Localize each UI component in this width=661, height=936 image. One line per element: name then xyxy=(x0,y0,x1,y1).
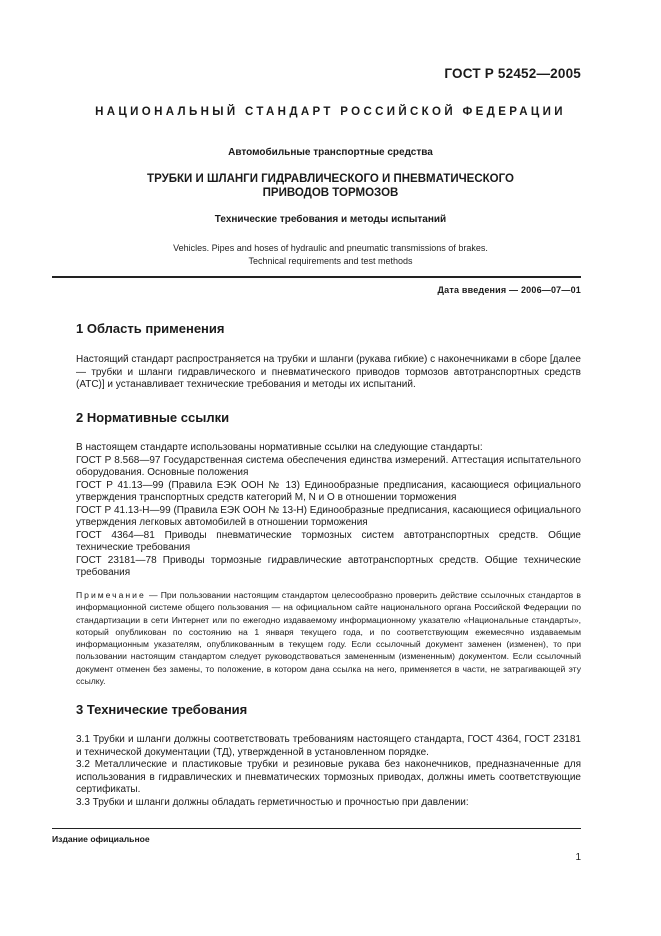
section-2-intro: В настоящем стандарте использованы нормативные ссылки на следующие стандарты: xyxy=(76,442,483,453)
section-3-items xyxy=(76,734,581,809)
gost-code: ГОСТ Р 52452—2005 xyxy=(444,66,581,81)
english-title xyxy=(60,242,601,268)
requirement-item: 3.1 Трубки и шланги должны соответствовать требованиям настоящего стандарта, ГОСТ 4364, ГОСТ 23181 и технической документации (ТД), утвержденной в установленном порядке. xyxy=(76,734,581,758)
main-title-line-1: ТРУБКИ И ШЛАНГИ ГИДРАВЛИЧЕСКОГО И ПНЕВМАТИЧЕСКОГО xyxy=(147,173,514,185)
section-1-heading: 1 Область применения xyxy=(76,321,225,336)
intro-date: Дата введения — 2006—07—01 xyxy=(437,285,581,295)
requirements-title: Технические требования и методы испытаний xyxy=(214,214,447,225)
note-text: — При пользовании настоящим стандартом целесообразно проверить действие ссылочных стандартов в информационной системе общего пользования — на официальном сайте национального органа Российской Федерации по стандартизации в сети Интернет или по ежегодно издаваемому информационному указателю «Национальные стандарты», который опубликован по состоянию на 1 января текущего года, и по соответствующим ежемесячно издаваемым информационным указателям, опубликованным в текущем году. Если ссылочный документ заменен (изменен), то при пользовании настоящим стандартом следует руководствоваться замененным (измененным) документом. Если ссылочный документ отменен без замены, то положение, в котором дана ссылка на него, применяется в части, не затрагивающей эту ссылку. xyxy=(76,590,581,687)
main-title xyxy=(60,172,601,200)
title-subject: Автомобильные транспортные средства xyxy=(228,147,433,158)
english-title-line-1: Vehicles. Pipes and hoses of hydraulic and pneumatic transmissions of brakes. xyxy=(173,243,488,253)
requirement-item: 3.2 Металлические и пластиковые трубки и резиновые рукава без наконечников, предназначенные для использования в гидравлических и пневматических тормозных приводах, должны иметь соответствующие сертификаты. xyxy=(76,759,581,795)
reference-item: ГОСТ Р 41.13-Н—99 (Правила ЕЭК ООН № 13-Н) Единообразные предписания, касающиеся официального утверждения легковых автомобилей в отношении торможения xyxy=(76,504,581,528)
edition-label: Издание официальное xyxy=(52,834,150,844)
requirement-item: 3.3 Трубки и шланги должны обладать герметичностью и прочностью при давлении: xyxy=(76,796,469,808)
section-2-note xyxy=(76,589,581,687)
main-title-line-2: ПРИВОДОВ ТОРМОЗОВ xyxy=(262,187,399,199)
page-number: 1 xyxy=(575,852,581,863)
reference-item: ГОСТ 4364—81 Приводы пневматические тормозных систем автотранспортных средств. Общие технические требования xyxy=(76,529,581,553)
section-1-paragraph: Настоящий стандарт распространяется на трубки и шланги (рукава гибкие) с наконечниками в сборе [далее — трубки и шланги гидравлического и пневматического приводов тормозов автотранспортных средств (АТС)] и устанавливает технические требования и методы их испытаний. xyxy=(76,354,581,390)
footer-divider xyxy=(52,828,581,829)
header-divider xyxy=(52,276,581,278)
section-2-heading: 2 Нормативные ссылки xyxy=(76,410,230,425)
english-title-line-2: Technical requirements and test methods xyxy=(248,256,413,266)
national-standard-banner: НАЦИОНАЛЬНЫЙ СТАНДАРТ РОССИЙСКОЙ ФЕДЕРАЦИИ xyxy=(95,106,566,118)
reference-item: ГОСТ Р 8.568—97 Государственная система обеспечения единства измерений. Аттестация испытательного оборудования. Основные положения xyxy=(76,454,581,478)
section-2-refs xyxy=(76,442,581,580)
reference-item: ГОСТ Р 41.13—99 (Правила ЕЭК ООН № 13) Единообразные предписания, касающиеся официального утверждения транспортных средств категорий M, N и O в отношении торможения xyxy=(76,479,581,503)
note-label: Примечание xyxy=(76,590,146,600)
section-3-heading: 3 Технические требования xyxy=(76,702,248,717)
section-1-text xyxy=(76,354,581,392)
reference-item: ГОСТ 23181—78 Приводы тормозные гидравлические автотранспортных средств. Общие технические требования xyxy=(76,554,581,578)
